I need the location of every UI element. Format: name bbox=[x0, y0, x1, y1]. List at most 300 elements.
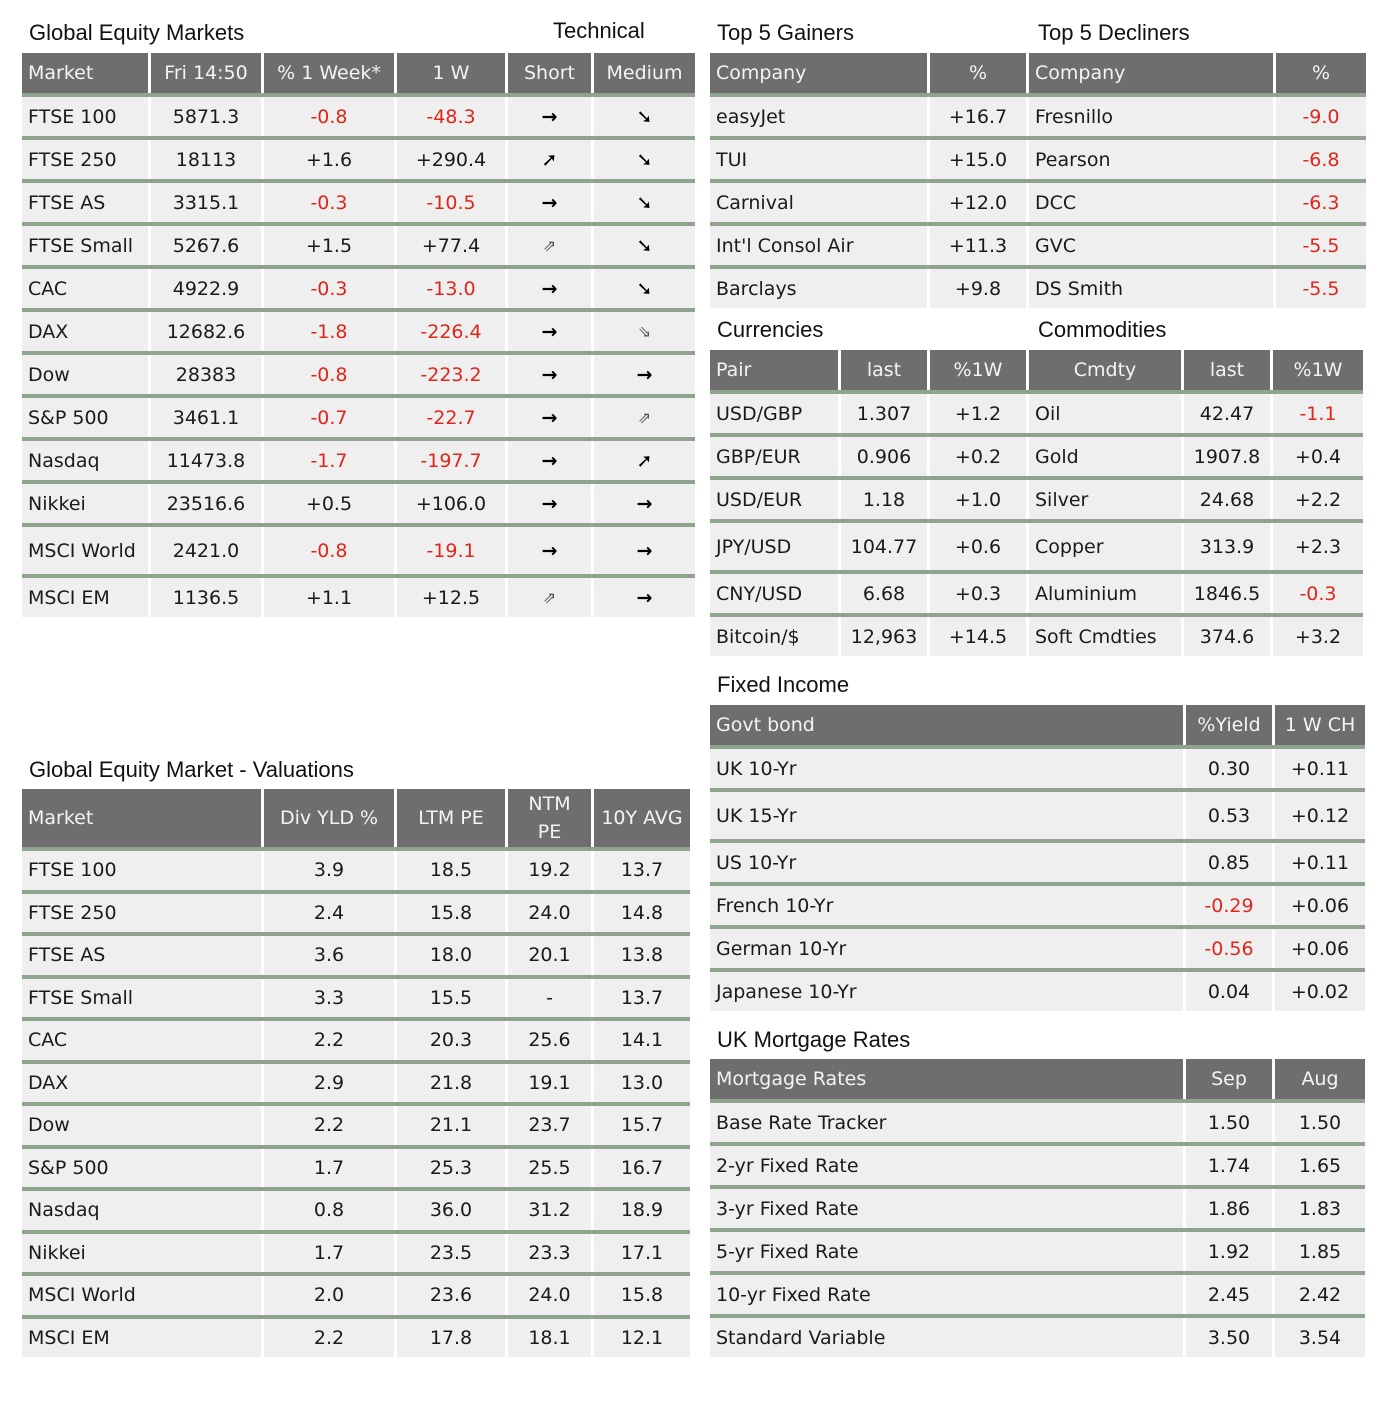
medium-trend-arrow-icon: → bbox=[594, 355, 695, 394]
bond-name: Japanese 10-Yr bbox=[710, 972, 1183, 1011]
market-pct-week: -1.8 bbox=[264, 312, 394, 351]
valuations-title: Global Equity Market - Valuations bbox=[29, 757, 354, 782]
valuation-ntm-pe: 24.0 bbox=[508, 1276, 591, 1315]
header-decliner-pct: % bbox=[1276, 53, 1366, 93]
valuation-market: FTSE 250 bbox=[22, 894, 261, 933]
gainers-decliners-row bbox=[710, 265, 1366, 308]
market-1w-change: -22.7 bbox=[397, 398, 505, 437]
commodity-last: 1907.8 bbox=[1184, 437, 1270, 476]
mortgage-sep: 1.92 bbox=[1186, 1232, 1272, 1271]
medium-trend-arrow-icon: ➘ bbox=[594, 226, 695, 265]
mortgage-sep: 1.86 bbox=[1186, 1189, 1272, 1228]
valuation-market: Dow bbox=[22, 1106, 261, 1145]
market-1w-change: +290.4 bbox=[397, 140, 505, 179]
market-name: S&P 500 bbox=[22, 398, 148, 437]
valuation-ltm-pe: 15.8 bbox=[397, 894, 505, 933]
short-trend-arrow-icon: → bbox=[508, 355, 591, 394]
mortgage-sep: 2.45 bbox=[1186, 1275, 1272, 1314]
currency-pct: +1.2 bbox=[930, 394, 1026, 433]
mortgage-sep: 3.50 bbox=[1186, 1318, 1272, 1357]
header-yield: %Yield bbox=[1186, 705, 1272, 745]
equity-markets-title: Global Equity Markets bbox=[29, 20, 245, 45]
currencies-commodities-header-row bbox=[710, 350, 1363, 390]
medium-trend-arrow-icon: ➘ bbox=[594, 140, 695, 179]
header-gainer-pct: % bbox=[930, 53, 1026, 93]
mortgage-aug: 1.50 bbox=[1275, 1103, 1365, 1142]
valuation-market: Nasdaq bbox=[22, 1191, 261, 1230]
medium-trend-arrow-icon: ➘ bbox=[594, 269, 695, 308]
header-decliner-company: Company bbox=[1029, 53, 1273, 93]
commodity-pct: +2.3 bbox=[1273, 523, 1363, 570]
valuation-10y-avg: 13.7 bbox=[594, 979, 690, 1018]
equity-header-row bbox=[22, 53, 695, 93]
currency-pair: USD/GBP bbox=[710, 394, 838, 433]
gainer-pct: +11.3 bbox=[930, 226, 1026, 265]
medium-trend-arrow-icon: ➚ bbox=[594, 441, 695, 480]
medium-trend-arrow-icon: → bbox=[594, 484, 695, 523]
valuation-10y-avg: 14.8 bbox=[594, 894, 690, 933]
header-pct-week: % 1 Week* bbox=[264, 53, 394, 93]
market-name: MSCI World bbox=[22, 527, 148, 574]
medium-trend-arrow-icon: ➘ bbox=[594, 97, 695, 136]
valuation-ntm-pe: 19.1 bbox=[508, 1064, 591, 1103]
header-ntm-pe: NTM PE bbox=[508, 789, 591, 847]
valuation-market: Nikkei bbox=[22, 1234, 261, 1273]
bond-1w-change: +0.06 bbox=[1275, 929, 1365, 968]
equity-row bbox=[22, 523, 695, 574]
market-1w-change: +12.5 bbox=[397, 578, 505, 617]
valuation-10y-avg: 12.1 bbox=[594, 1319, 690, 1358]
commodity-pct: +3.2 bbox=[1273, 617, 1363, 656]
currency-pct: +0.2 bbox=[930, 437, 1026, 476]
bond-name: UK 10-Yr bbox=[710, 749, 1183, 788]
market-1w-change: -226.4 bbox=[397, 312, 505, 351]
short-trend-arrow-icon: ⇗ bbox=[508, 578, 591, 617]
valuation-row bbox=[22, 1145, 690, 1188]
valuation-10y-avg: 13.0 bbox=[594, 1064, 690, 1103]
market-last: 2421.0 bbox=[151, 527, 261, 574]
valuation-div-yld: 3.6 bbox=[264, 936, 394, 975]
currency-pct: +14.5 bbox=[930, 617, 1026, 656]
valuation-ltm-pe: 18.0 bbox=[397, 936, 505, 975]
market-last: 28383 bbox=[151, 355, 261, 394]
market-last: 5871.3 bbox=[151, 97, 261, 136]
valuation-10y-avg: 13.8 bbox=[594, 936, 690, 975]
currency-last: 104.77 bbox=[841, 523, 927, 570]
mortgage-sep: 1.74 bbox=[1186, 1146, 1272, 1185]
gainer-pct: +16.7 bbox=[930, 97, 1026, 136]
currencies-title: Currencies bbox=[717, 317, 824, 342]
equity-row bbox=[22, 265, 695, 308]
market-pct-week: +1.5 bbox=[264, 226, 394, 265]
valuation-ltm-pe: 21.8 bbox=[397, 1064, 505, 1103]
currencies-commodities-table bbox=[710, 350, 1363, 656]
valuation-ltm-pe: 25.3 bbox=[397, 1149, 505, 1188]
valuation-market: CAC bbox=[22, 1021, 261, 1060]
decliner-pct: -6.8 bbox=[1276, 140, 1366, 179]
currency-commodity-row bbox=[710, 570, 1363, 613]
valuation-market: FTSE AS bbox=[22, 936, 261, 975]
market-last: 3461.1 bbox=[151, 398, 261, 437]
short-trend-arrow-icon: → bbox=[508, 97, 591, 136]
valuation-row bbox=[22, 890, 690, 933]
valuation-div-yld: 3.3 bbox=[264, 979, 394, 1018]
medium-trend-arrow-icon: ⇗ bbox=[594, 398, 695, 437]
valuation-ltm-pe: 36.0 bbox=[397, 1191, 505, 1230]
valuation-market: DAX bbox=[22, 1064, 261, 1103]
mortgage-aug: 1.65 bbox=[1275, 1146, 1365, 1185]
mortgage-row bbox=[710, 1314, 1365, 1357]
market-last: 1136.5 bbox=[151, 578, 261, 617]
fixed-income-row bbox=[710, 745, 1365, 788]
valuation-10y-avg: 14.1 bbox=[594, 1021, 690, 1060]
mortgage-name: 5-yr Fixed Rate bbox=[710, 1232, 1183, 1271]
header-currency-last: last bbox=[841, 350, 927, 390]
valuation-row bbox=[22, 1315, 690, 1358]
header-1w: 1 W bbox=[397, 53, 505, 93]
mortgage-aug: 1.85 bbox=[1275, 1232, 1365, 1271]
header-cmdty-last: last bbox=[1184, 350, 1270, 390]
valuation-div-yld: 2.2 bbox=[264, 1319, 394, 1358]
equity-row bbox=[22, 136, 695, 179]
valuation-div-yld: 2.0 bbox=[264, 1276, 394, 1315]
mortgage-name: 2-yr Fixed Rate bbox=[710, 1146, 1183, 1185]
mortgage-name: Base Rate Tracker bbox=[710, 1103, 1183, 1142]
valuation-ntm-pe: 24.0 bbox=[508, 894, 591, 933]
currency-pair: Bitcoin/$ bbox=[710, 617, 838, 656]
market-name: FTSE Small bbox=[22, 226, 148, 265]
decliners-title: Top 5 Decliners bbox=[1038, 20, 1190, 45]
bond-1w-change: +0.02 bbox=[1275, 972, 1365, 1011]
short-trend-arrow-icon: → bbox=[508, 398, 591, 437]
decliner-pct: -5.5 bbox=[1276, 269, 1366, 308]
header-currency-pct: %1W bbox=[930, 350, 1026, 390]
mortgage-name: 10-yr Fixed Rate bbox=[710, 1275, 1183, 1314]
decliner-pct: -9.0 bbox=[1276, 97, 1366, 136]
mortgage-row bbox=[710, 1271, 1365, 1314]
valuation-row bbox=[22, 975, 690, 1018]
currency-pair: USD/EUR bbox=[710, 480, 838, 519]
header-aug: Aug bbox=[1275, 1059, 1365, 1099]
currency-last: 6.68 bbox=[841, 574, 927, 613]
header-cmdty: Cmdty bbox=[1029, 350, 1181, 390]
currency-pct: +0.3 bbox=[930, 574, 1026, 613]
valuation-row bbox=[22, 1230, 690, 1273]
header-pair: Pair bbox=[710, 350, 838, 390]
decliner-pct: -5.5 bbox=[1276, 226, 1366, 265]
valuations-table bbox=[22, 789, 690, 1357]
decliner-company: DS Smith bbox=[1029, 269, 1273, 308]
market-name: FTSE 100 bbox=[22, 97, 148, 136]
valuation-ntm-pe: 20.1 bbox=[508, 936, 591, 975]
decliner-pct: -6.3 bbox=[1276, 183, 1366, 222]
market-1w-change: +77.4 bbox=[397, 226, 505, 265]
market-last: 4922.9 bbox=[151, 269, 261, 308]
decliner-company: DCC bbox=[1029, 183, 1273, 222]
short-trend-arrow-icon: → bbox=[508, 484, 591, 523]
equity-row bbox=[22, 574, 695, 617]
market-last: 23516.6 bbox=[151, 484, 261, 523]
market-last: 5267.6 bbox=[151, 226, 261, 265]
commodity-pct: -0.3 bbox=[1273, 574, 1363, 613]
currency-last: 1.18 bbox=[841, 480, 927, 519]
mortgage-title: UK Mortgage Rates bbox=[717, 1027, 911, 1052]
valuation-div-yld: 2.2 bbox=[264, 1021, 394, 1060]
gainers-decliners-row bbox=[710, 136, 1366, 179]
header-medium: Medium bbox=[594, 53, 695, 93]
mortgage-aug: 1.83 bbox=[1275, 1189, 1365, 1228]
valuation-ntm-pe: 25.5 bbox=[508, 1149, 591, 1188]
bond-yield: -0.29 bbox=[1186, 886, 1272, 925]
fixed-income-row bbox=[710, 968, 1365, 1011]
mortgage-name: 3-yr Fixed Rate bbox=[710, 1189, 1183, 1228]
gainer-company: Int'l Consol Air bbox=[710, 226, 927, 265]
equity-markets-table bbox=[22, 53, 695, 617]
market-1w-change: -19.1 bbox=[397, 527, 505, 574]
market-name: FTSE 250 bbox=[22, 140, 148, 179]
gainer-company: TUI bbox=[710, 140, 927, 179]
fixed-income-table bbox=[710, 705, 1365, 1011]
mortgage-row bbox=[710, 1228, 1365, 1271]
medium-trend-arrow-icon: → bbox=[594, 527, 695, 574]
valuation-10y-avg: 15.8 bbox=[594, 1276, 690, 1315]
commodity-last: 374.6 bbox=[1184, 617, 1270, 656]
valuation-ltm-pe: 23.6 bbox=[397, 1276, 505, 1315]
commodity-last: 24.68 bbox=[1184, 480, 1270, 519]
valuation-ntm-pe: 23.3 bbox=[508, 1234, 591, 1273]
medium-trend-arrow-icon: ⇘ bbox=[594, 312, 695, 351]
valuation-market: FTSE 100 bbox=[22, 851, 261, 890]
market-pct-week: +1.6 bbox=[264, 140, 394, 179]
market-name: DAX bbox=[22, 312, 148, 351]
equity-row bbox=[22, 437, 695, 480]
market-pct-week: -0.8 bbox=[264, 527, 394, 574]
header-last: Fri 14:50 bbox=[151, 53, 261, 93]
market-1w-change: -197.7 bbox=[397, 441, 505, 480]
bond-1w-change: +0.11 bbox=[1275, 749, 1365, 788]
gainer-pct: +9.8 bbox=[930, 269, 1026, 308]
market-1w-change: -10.5 bbox=[397, 183, 505, 222]
commodity-name: Copper bbox=[1029, 523, 1181, 570]
valuation-ltm-pe: 17.8 bbox=[397, 1319, 505, 1358]
market-pct-week: -0.3 bbox=[264, 183, 394, 222]
gainers-decliners-row bbox=[710, 93, 1366, 136]
market-last: 3315.1 bbox=[151, 183, 261, 222]
header-market: Market bbox=[22, 53, 148, 93]
currency-commodity-row bbox=[710, 433, 1363, 476]
commodity-name: Oil bbox=[1029, 394, 1181, 433]
valuation-div-yld: 1.7 bbox=[264, 1234, 394, 1273]
valuation-row bbox=[22, 1102, 690, 1145]
market-name: Dow bbox=[22, 355, 148, 394]
mortgage-header-row bbox=[710, 1059, 1365, 1099]
gainers-decliners-table bbox=[710, 53, 1366, 308]
mortgage-row bbox=[710, 1185, 1365, 1228]
bond-name: US 10-Yr bbox=[710, 843, 1183, 882]
valuation-div-yld: 3.9 bbox=[264, 851, 394, 890]
header-val-market: Market bbox=[22, 789, 261, 847]
equity-row bbox=[22, 480, 695, 523]
valuation-ntm-pe: 18.1 bbox=[508, 1319, 591, 1358]
valuation-div-yld: 2.4 bbox=[264, 894, 394, 933]
market-pct-week: -1.7 bbox=[264, 441, 394, 480]
currency-pair: CNY/USD bbox=[710, 574, 838, 613]
valuation-ntm-pe: - bbox=[508, 979, 591, 1018]
short-trend-arrow-icon: → bbox=[508, 269, 591, 308]
currency-commodity-row bbox=[710, 390, 1363, 433]
valuation-ntm-pe: 25.6 bbox=[508, 1021, 591, 1060]
valuation-10y-avg: 17.1 bbox=[594, 1234, 690, 1273]
fixed-income-row bbox=[710, 925, 1365, 968]
valuation-div-yld: 1.7 bbox=[264, 1149, 394, 1188]
currency-commodity-row bbox=[710, 476, 1363, 519]
valuation-market: MSCI EM bbox=[22, 1319, 261, 1358]
equity-row bbox=[22, 308, 695, 351]
mortgage-table bbox=[710, 1059, 1365, 1357]
fixed-income-header-row bbox=[710, 705, 1365, 745]
valuation-ltm-pe: 18.5 bbox=[397, 851, 505, 890]
market-name: Nikkei bbox=[22, 484, 148, 523]
gainers-decliners-row bbox=[710, 222, 1366, 265]
bond-yield: 0.85 bbox=[1186, 843, 1272, 882]
valuation-ntm-pe: 23.7 bbox=[508, 1106, 591, 1145]
header-govt-bond: Govt bond bbox=[710, 705, 1183, 745]
market-name: CAC bbox=[22, 269, 148, 308]
currency-commodity-row bbox=[710, 519, 1363, 570]
bond-1w-change: +0.06 bbox=[1275, 886, 1365, 925]
short-trend-arrow-icon: → bbox=[508, 312, 591, 351]
market-1w-change: -13.0 bbox=[397, 269, 505, 308]
valuation-ltm-pe: 23.5 bbox=[397, 1234, 505, 1273]
market-name: Nasdaq bbox=[22, 441, 148, 480]
mortgage-row bbox=[710, 1099, 1365, 1142]
market-name: FTSE AS bbox=[22, 183, 148, 222]
bond-1w-change: +0.12 bbox=[1275, 792, 1365, 839]
valuation-10y-avg: 15.7 bbox=[594, 1106, 690, 1145]
valuation-row bbox=[22, 1272, 690, 1315]
valuation-ntm-pe: 31.2 bbox=[508, 1191, 591, 1230]
short-trend-arrow-icon: ⇗ bbox=[508, 226, 591, 265]
header-short: Short bbox=[508, 53, 591, 93]
currency-last: 12,963 bbox=[841, 617, 927, 656]
equity-row bbox=[22, 351, 695, 394]
commodity-name: Gold bbox=[1029, 437, 1181, 476]
technical-title: Technical bbox=[553, 18, 645, 43]
equity-row bbox=[22, 179, 695, 222]
currency-last: 0.906 bbox=[841, 437, 927, 476]
fixed-income-row bbox=[710, 788, 1365, 839]
decliner-company: Fresnillo bbox=[1029, 97, 1273, 136]
gainers-decliners-header-row bbox=[710, 53, 1366, 93]
decliner-company: GVC bbox=[1029, 226, 1273, 265]
mortgage-aug: 2.42 bbox=[1275, 1275, 1365, 1314]
gainer-pct: +15.0 bbox=[930, 140, 1026, 179]
gainers-decliners-row bbox=[710, 179, 1366, 222]
short-trend-arrow-icon: → bbox=[508, 183, 591, 222]
fixed-income-title: Fixed Income bbox=[717, 672, 850, 697]
bond-yield: 0.30 bbox=[1186, 749, 1272, 788]
currency-commodity-row bbox=[710, 613, 1363, 656]
commodity-last: 1846.5 bbox=[1184, 574, 1270, 613]
bond-yield: 0.53 bbox=[1186, 792, 1272, 839]
valuation-ntm-pe: 19.2 bbox=[508, 851, 591, 890]
commodity-last: 313.9 bbox=[1184, 523, 1270, 570]
gainers-title: Top 5 Gainers bbox=[717, 20, 854, 45]
commodity-pct: +2.2 bbox=[1273, 480, 1363, 519]
valuation-10y-avg: 18.9 bbox=[594, 1191, 690, 1230]
valuation-row bbox=[22, 1187, 690, 1230]
commodities-title: Commodities bbox=[1038, 317, 1167, 342]
header-1w-ch: 1 W CH bbox=[1275, 705, 1365, 745]
bond-yield: -0.56 bbox=[1186, 929, 1272, 968]
valuation-ltm-pe: 20.3 bbox=[397, 1021, 505, 1060]
header-sep: Sep bbox=[1186, 1059, 1272, 1099]
mortgage-aug: 3.54 bbox=[1275, 1318, 1365, 1357]
market-pct-week: -0.8 bbox=[264, 355, 394, 394]
market-pct-week: +0.5 bbox=[264, 484, 394, 523]
valuation-row bbox=[22, 1017, 690, 1060]
currency-pair: JPY/USD bbox=[710, 523, 838, 570]
valuation-market: MSCI World bbox=[22, 1276, 261, 1315]
gainer-company: Barclays bbox=[710, 269, 927, 308]
market-last: 12682.6 bbox=[151, 312, 261, 351]
commodity-pct: +0.4 bbox=[1273, 437, 1363, 476]
header-10y-avg: 10Y AVG bbox=[594, 789, 690, 847]
market-pct-week: -0.7 bbox=[264, 398, 394, 437]
commodity-name: Soft Cmdties bbox=[1029, 617, 1181, 656]
gainer-company: easyJet bbox=[710, 97, 927, 136]
valuation-row bbox=[22, 1060, 690, 1103]
fixed-income-row bbox=[710, 882, 1365, 925]
commodity-pct: -1.1 bbox=[1273, 394, 1363, 433]
header-div-yld: Div YLD % bbox=[264, 789, 394, 847]
market-1w-change: -48.3 bbox=[397, 97, 505, 136]
medium-trend-arrow-icon: ➘ bbox=[594, 183, 695, 222]
valuation-ltm-pe: 15.5 bbox=[397, 979, 505, 1018]
market-pct-week: -0.3 bbox=[264, 269, 394, 308]
currency-pct: +0.6 bbox=[930, 523, 1026, 570]
bond-1w-change: +0.11 bbox=[1275, 843, 1365, 882]
valuation-row bbox=[22, 932, 690, 975]
market-last: 11473.8 bbox=[151, 441, 261, 480]
mortgage-sep: 1.50 bbox=[1186, 1103, 1272, 1142]
bond-name: UK 15-Yr bbox=[710, 792, 1183, 839]
market-name: MSCI EM bbox=[22, 578, 148, 617]
decliner-company: Pearson bbox=[1029, 140, 1273, 179]
equity-row bbox=[22, 222, 695, 265]
valuation-div-yld: 2.2 bbox=[264, 1106, 394, 1145]
fixed-income-row bbox=[710, 839, 1365, 882]
valuation-10y-avg: 13.7 bbox=[594, 851, 690, 890]
valuation-market: FTSE Small bbox=[22, 979, 261, 1018]
medium-trend-arrow-icon: → bbox=[594, 578, 695, 617]
market-1w-change: +106.0 bbox=[397, 484, 505, 523]
gainer-pct: +12.0 bbox=[930, 183, 1026, 222]
header-gainer-company: Company bbox=[710, 53, 927, 93]
commodity-last: 42.47 bbox=[1184, 394, 1270, 433]
valuations-header-row bbox=[22, 789, 690, 847]
currency-pair: GBP/EUR bbox=[710, 437, 838, 476]
market-last: 18113 bbox=[151, 140, 261, 179]
short-trend-arrow-icon: ➚ bbox=[508, 140, 591, 179]
equity-row bbox=[22, 394, 695, 437]
commodity-name: Aluminium bbox=[1029, 574, 1181, 613]
valuation-row bbox=[22, 847, 690, 890]
valuation-market: S&P 500 bbox=[22, 1149, 261, 1188]
currency-last: 1.307 bbox=[841, 394, 927, 433]
commodity-name: Silver bbox=[1029, 480, 1181, 519]
gainer-company: Carnival bbox=[710, 183, 927, 222]
